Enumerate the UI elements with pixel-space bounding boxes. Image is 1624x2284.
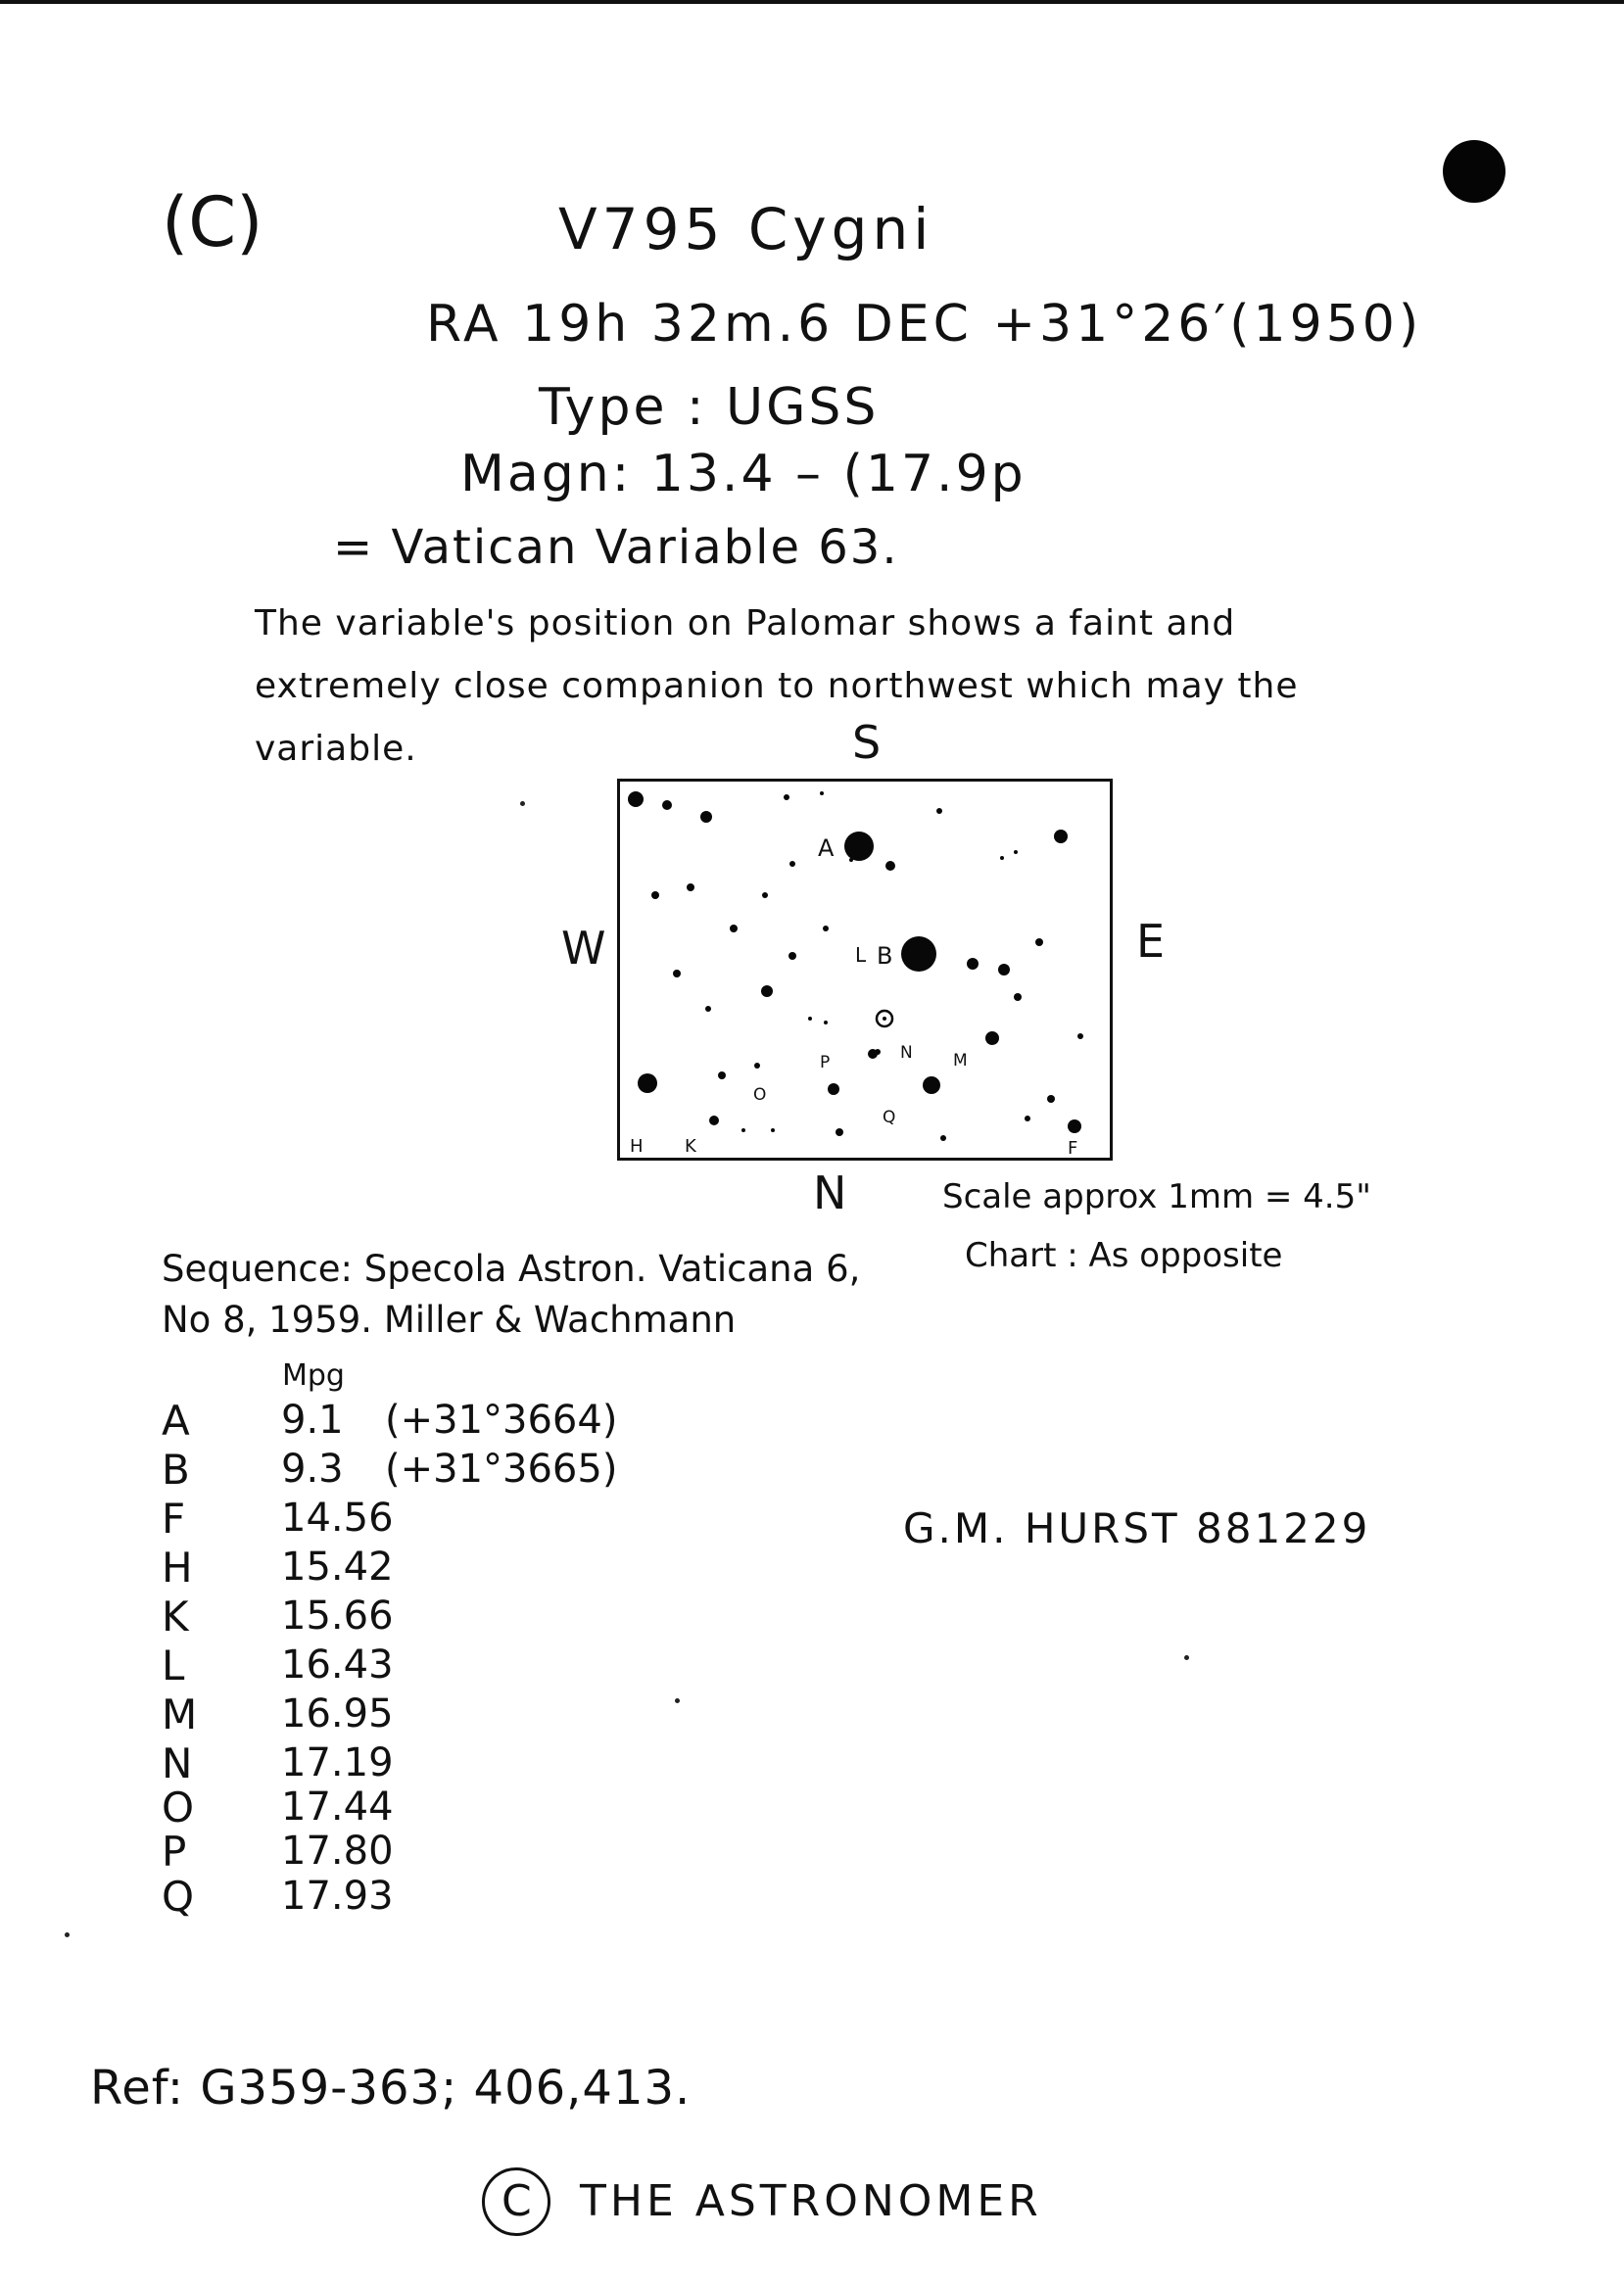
star-field-11 (730, 925, 738, 932)
variable-marker-center (883, 1017, 886, 1021)
comparison-designation: (+31°3665) (385, 1447, 618, 1492)
direction-south: S (852, 716, 882, 769)
comparison-star: M (162, 1690, 198, 1738)
magnitude-column-header: Mpg (282, 1358, 345, 1393)
comparison-row (162, 1495, 710, 1546)
star-field-26 (638, 1073, 657, 1093)
star-faint-2 (824, 1021, 828, 1024)
star-faint-6 (789, 861, 795, 867)
star-b (901, 936, 936, 972)
comparison-star: Q (162, 1873, 195, 1921)
comparison-magnitude: 9.1 (281, 1398, 344, 1443)
star-n (875, 1049, 881, 1055)
chart-label: (C) (162, 182, 263, 262)
observer-signature: G.M. HURST 881229 (903, 1504, 1371, 1552)
comparison-star: A (162, 1397, 190, 1445)
label-n: N (900, 1043, 913, 1063)
star-field-5 (820, 791, 824, 795)
star-field-19 (705, 1006, 711, 1012)
variable-title: V795 Cygni (558, 196, 934, 262)
comparison-magnitude: 16.95 (281, 1691, 394, 1737)
comparison-magnitude: 17.44 (281, 1784, 394, 1830)
position-note: The variable's position on Palomar shows a faint and extremely close companion to northwest which may the variable. (255, 603, 1299, 769)
star-field-14 (788, 952, 796, 960)
magnitude-range: Magn: 13.4 – (17.9p (460, 445, 1027, 503)
scan-speck (675, 1698, 680, 1703)
star-field-20 (761, 985, 773, 997)
star-field-27 (718, 1071, 726, 1079)
copyright-icon (482, 2167, 550, 2236)
star-field-4 (784, 794, 789, 800)
star-field-32 (709, 1116, 719, 1125)
top-border (0, 0, 1624, 4)
comparison-magnitude: 14.56 (281, 1496, 394, 1541)
label-h: H (630, 1136, 644, 1157)
comparison-row (162, 1784, 710, 1834)
sequence-source (162, 1244, 860, 1346)
star-field-17 (1035, 938, 1043, 946)
scan-speck (65, 1932, 70, 1937)
comparison-magnitude: 17.80 (281, 1829, 394, 1874)
comparison-magnitude: 9.3 (281, 1447, 344, 1492)
star-field-6 (885, 861, 895, 871)
star-field-24 (1014, 993, 1022, 1001)
star-field-23 (985, 1031, 999, 1045)
star-field-28 (754, 1063, 760, 1069)
star-faint-3 (741, 1128, 745, 1132)
star-f (1068, 1119, 1081, 1133)
comparison-row (162, 1873, 710, 1924)
star-field-7 (936, 808, 942, 814)
label-f: F (1068, 1138, 1078, 1158)
star-field-3 (700, 811, 712, 823)
comparison-designation: (+31°3664) (385, 1398, 618, 1443)
comparison-row (162, 1828, 710, 1879)
star-field-2 (662, 800, 672, 810)
comparison-star: K (162, 1593, 189, 1641)
coordinates: RA 19h 32m.6 DEC +31°26′(1950) (426, 295, 1423, 354)
label-q: Q (883, 1108, 896, 1127)
comparison-star: N (162, 1739, 193, 1787)
direction-east: E (1136, 915, 1166, 968)
comparison-star: O (162, 1784, 195, 1832)
comparison-star: L (162, 1642, 185, 1689)
direction-west: W (561, 922, 606, 975)
label-o: O (753, 1085, 767, 1105)
label-k: K (685, 1136, 696, 1157)
star-labels (630, 834, 1077, 1158)
comparison-row (162, 1544, 710, 1594)
star-field-34 (1025, 1116, 1030, 1121)
vatican-identity: = Vatican Variable 63. (333, 520, 899, 575)
chart-source: Chart : As opposite (965, 1236, 1283, 1275)
comparison-row (162, 1739, 710, 1790)
comparison-magnitude: 15.66 (281, 1594, 394, 1639)
comparison-star-table (162, 1397, 710, 1949)
sequence-line-1: Sequence: Specola Astron. Vaticana 6, (162, 1248, 861, 1290)
star-faint-7 (1000, 856, 1004, 860)
comparison-star: B (162, 1446, 190, 1494)
comparison-magnitude: 17.93 (281, 1874, 394, 1919)
star-faint-4 (771, 1128, 775, 1132)
label-b: B (877, 942, 893, 970)
star-field-13 (823, 926, 829, 931)
star-field-22 (923, 1076, 940, 1094)
direction-north: N (813, 1166, 847, 1219)
finder-chart (617, 779, 1113, 1161)
comparison-row (162, 1593, 710, 1643)
star-field-18 (673, 970, 681, 977)
star-faint-8 (1014, 850, 1018, 854)
star-field-29 (828, 1083, 839, 1095)
comparison-magnitude: 17.19 (281, 1740, 394, 1785)
star-faint-5 (849, 858, 853, 862)
comparison-magnitude: 16.43 (281, 1642, 394, 1688)
label-m: M (953, 1051, 968, 1071)
comparison-row (162, 1690, 710, 1741)
star-field-30 (836, 1128, 843, 1136)
comparison-star: H (162, 1544, 193, 1592)
scan-speck (1184, 1655, 1189, 1660)
comparison-star: F (162, 1495, 186, 1543)
star-field-9 (651, 891, 659, 899)
star-field-12 (762, 892, 768, 898)
label-a: A (818, 834, 835, 862)
star-field-31 (940, 1135, 946, 1141)
star-field-33 (1047, 1095, 1055, 1103)
variable-type: Type : UGSS (539, 378, 880, 437)
label-l: L (855, 943, 867, 967)
chart-scale: Scale approx 1mm = 4.5" (942, 1177, 1371, 1216)
star-field-16 (998, 964, 1010, 975)
comparison-row (162, 1642, 710, 1692)
star-field-10 (687, 883, 694, 891)
sequence-line-2: No 8, 1959. Miller & Wachmann (162, 1299, 737, 1341)
star-field-15 (967, 958, 979, 970)
star-field (620, 782, 1110, 1158)
comparison-row (162, 1397, 710, 1448)
star-field-25 (1077, 1033, 1083, 1039)
comparison-star: P (162, 1828, 187, 1876)
copyright-text: THE ASTRONOMER (580, 2176, 1042, 2226)
comparison-row (162, 1446, 710, 1497)
star-a (844, 832, 874, 861)
reference-line: Ref: G359-363; 406,413. (90, 2061, 692, 2116)
star-field-1 (628, 791, 644, 807)
corner-dot (1443, 140, 1505, 203)
scan-speck (520, 801, 525, 806)
comparison-magnitude: 15.42 (281, 1545, 394, 1590)
label-p: P (820, 1053, 831, 1072)
star-field-8 (1054, 830, 1068, 843)
copyright-symbol: C (502, 2176, 532, 2226)
star-faint-1 (808, 1017, 812, 1021)
